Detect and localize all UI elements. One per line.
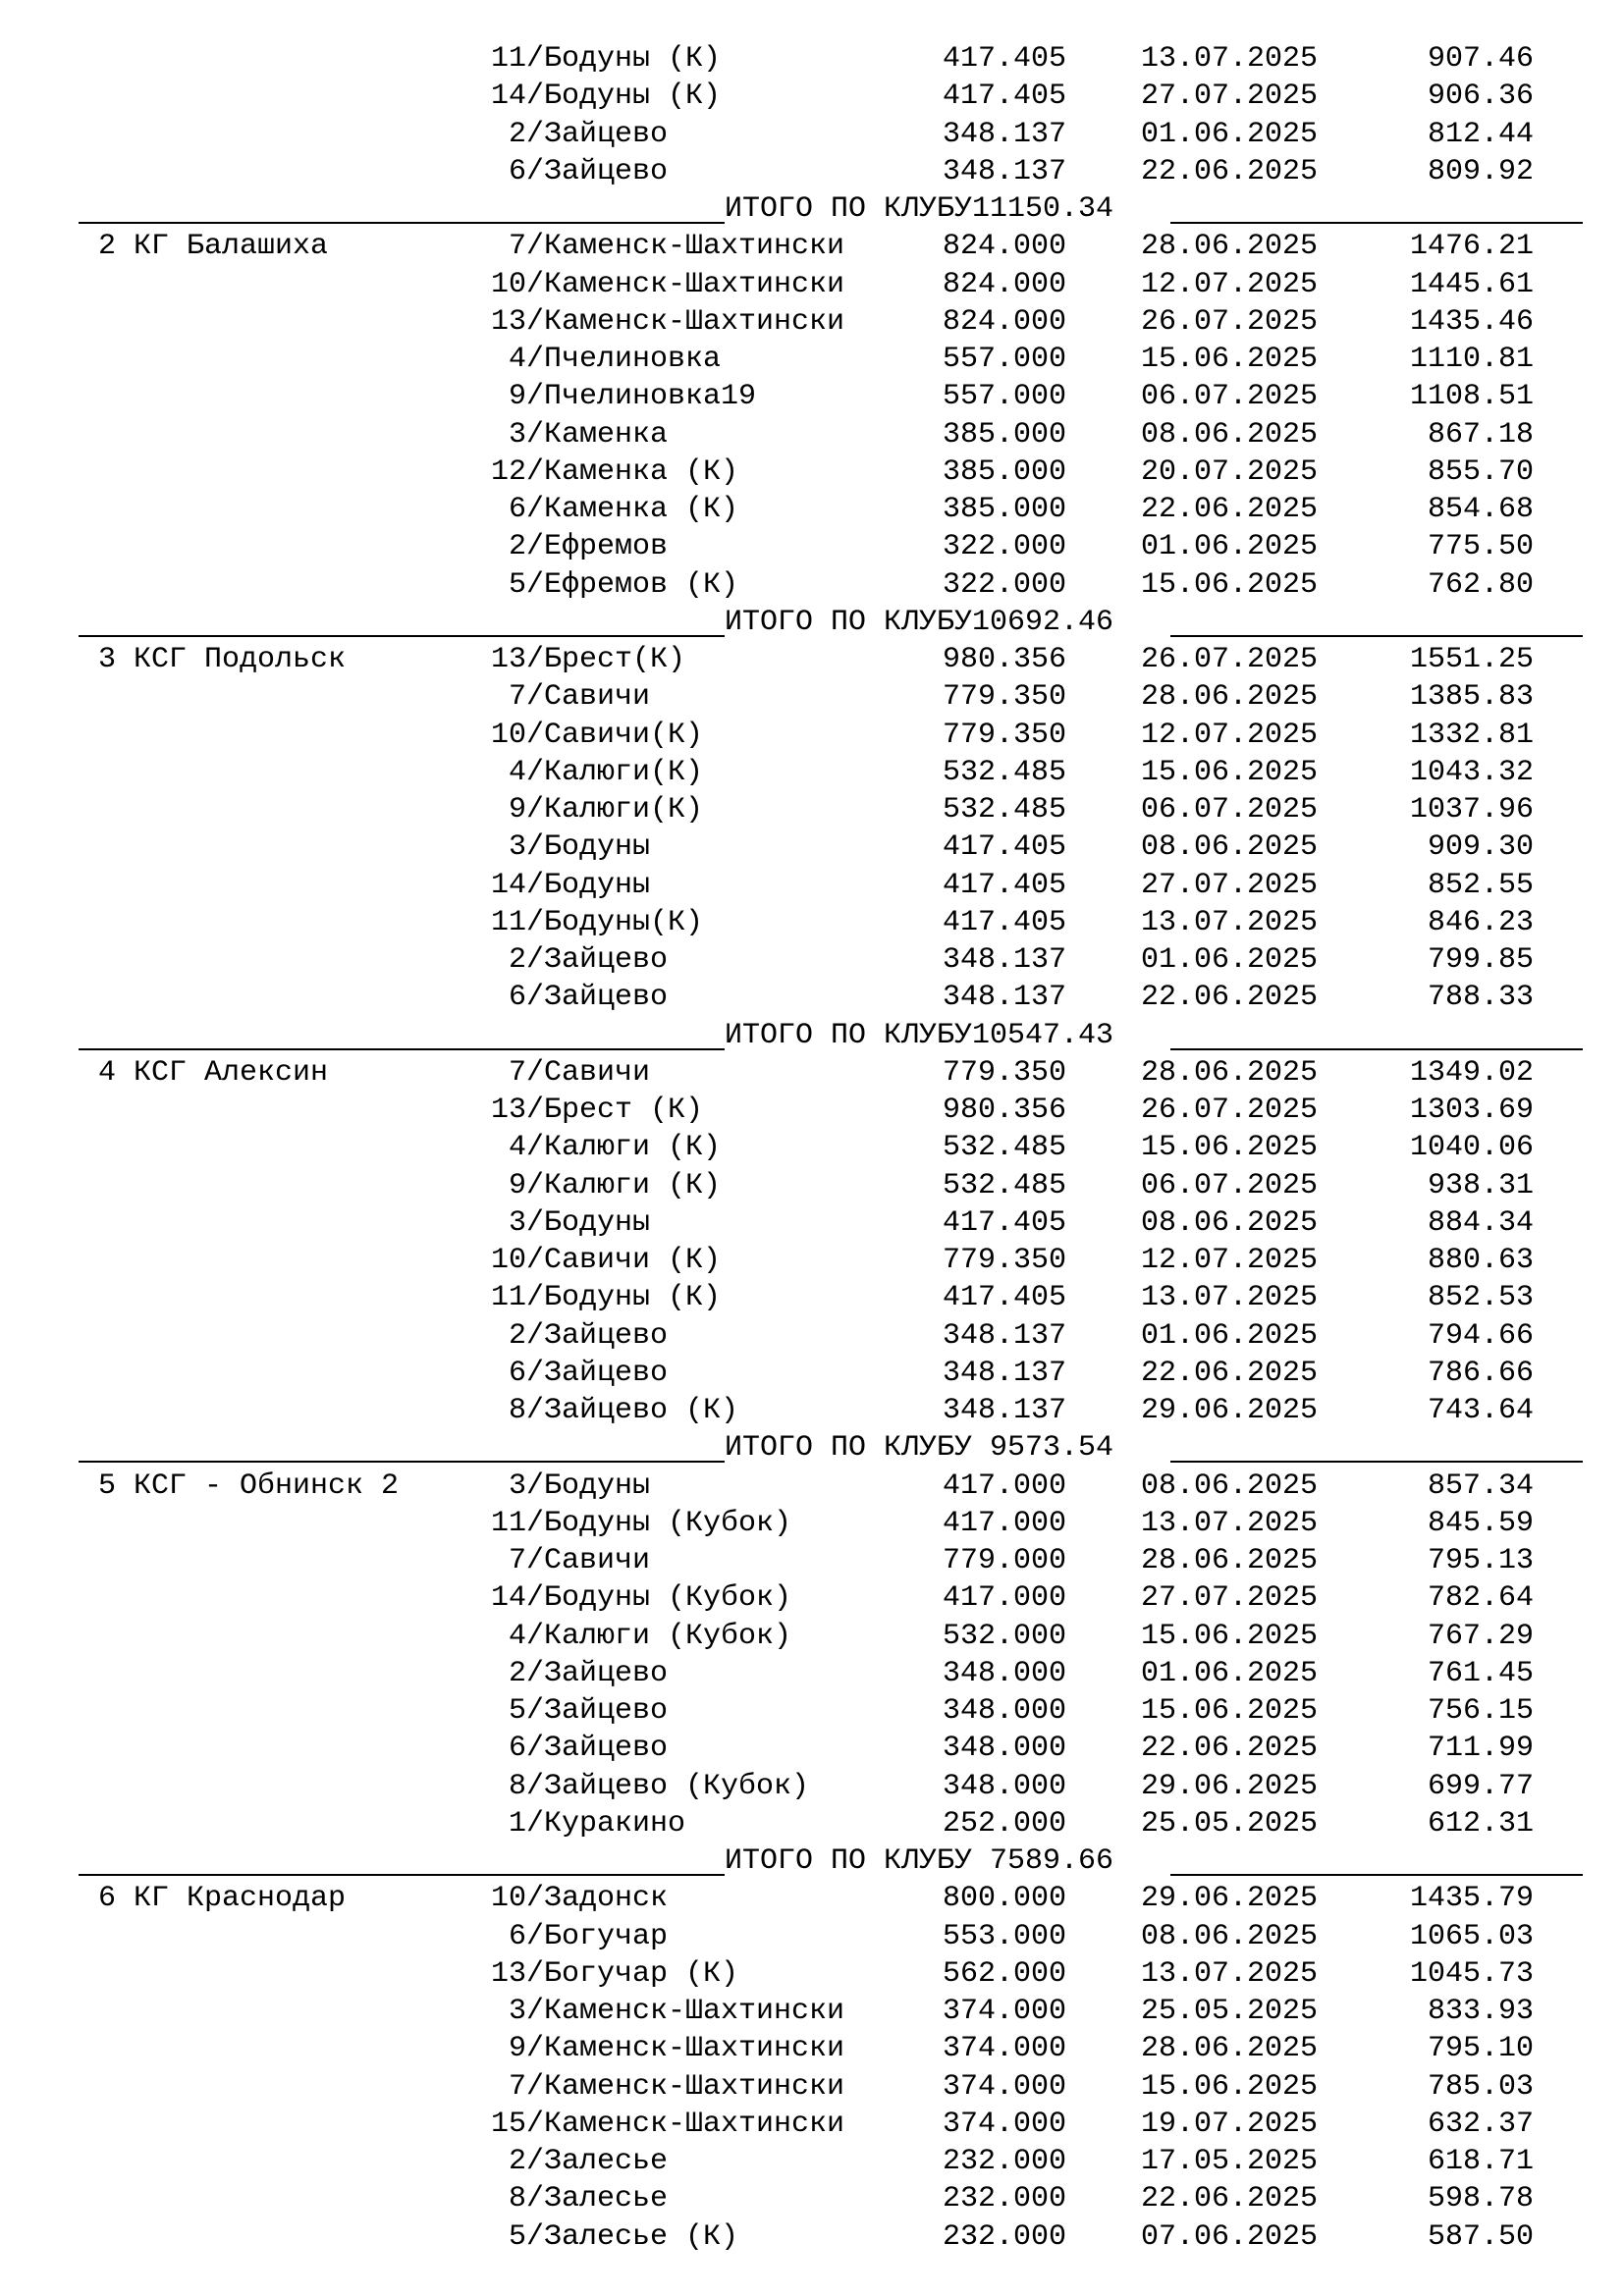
race-name: 12/Каменка (К) [491, 454, 739, 489]
table-row [0, 2068, 1624, 2106]
table-row [0, 303, 1624, 341]
race-name: 2/Зайцево [491, 117, 669, 151]
race-distance: 824.000 [943, 304, 1067, 339]
race-date: 17.05.2025 [1141, 2145, 1319, 2178]
race-score: 612.31 [1427, 1806, 1534, 1841]
race-distance: 374.000 [943, 2032, 1067, 2066]
race-date: 15.06.2025 [1141, 567, 1319, 602]
race-date: 12.07.2025 [1141, 267, 1319, 301]
race-name: 2/Ефремов [491, 530, 669, 564]
race-score: 867.18 [1427, 417, 1534, 452]
race-distance: 532.485 [943, 755, 1067, 789]
race-score: 799.85 [1427, 943, 1534, 977]
race-score: 786.66 [1427, 1356, 1534, 1390]
race-distance: 322.000 [943, 567, 1067, 602]
race-date: 15.06.2025 [1141, 1694, 1319, 1728]
race-name: 7/Каменск-Шахтински [491, 230, 845, 264]
table-row [0, 941, 1624, 979]
race-score: 833.93 [1427, 1995, 1534, 2028]
table-row [0, 528, 1624, 565]
table-row [0, 2143, 1624, 2180]
race-distance: 374.000 [943, 2107, 1067, 2141]
race-score: 785.03 [1427, 2069, 1534, 2104]
race-name: 7/Каменск-Шахтински [491, 2069, 845, 2104]
race-date: 22.06.2025 [1141, 493, 1319, 526]
race-distance: 553.000 [943, 1919, 1067, 1953]
race-name: 10/Каменск-Шахтински [491, 267, 845, 301]
table-row [0, 1242, 1624, 1279]
race-distance: 417.000 [943, 1468, 1067, 1503]
race-distance: 417.000 [943, 1506, 1067, 1540]
race-score: 909.30 [1427, 830, 1534, 865]
race-name: 2/Зайцево [491, 943, 669, 977]
race-score: 852.55 [1427, 868, 1534, 902]
race-name: 6/Богучар [491, 1919, 669, 1953]
race-score: 598.78 [1427, 2182, 1534, 2216]
table-row [0, 153, 1624, 190]
table-row [0, 2218, 1624, 2256]
table-row [0, 1092, 1624, 1129]
total-divider-left [79, 1461, 725, 1463]
race-name: 6/Зайцево [491, 154, 669, 188]
race-date: 13.07.2025 [1141, 1956, 1319, 1991]
race-score: 1551.25 [1409, 643, 1534, 676]
race-name: 6/Зайцево [491, 1732, 669, 1766]
total-divider-left [79, 635, 725, 637]
race-distance: 980.356 [943, 643, 1067, 676]
race-distance: 800.000 [943, 1882, 1067, 1916]
table-row [0, 40, 1624, 78]
race-score: 1445.61 [1409, 267, 1534, 301]
race-distance: 417.405 [943, 1281, 1067, 1315]
race-name: 4/Калюги (К) [491, 1131, 722, 1165]
race-score: 1043.32 [1409, 755, 1534, 789]
race-name: 15/Каменск-Шахтински [491, 2107, 845, 2141]
race-distance: 348.000 [943, 1694, 1067, 1728]
race-name: 10/Савичи(К) [491, 718, 704, 752]
race-name: 11/Бодуны (К) [491, 42, 722, 76]
table-row [0, 378, 1624, 415]
race-name: 14/Бодуны (К) [491, 80, 722, 114]
race-date: 28.06.2025 [1141, 680, 1319, 715]
race-name: 9/Калюги (К) [491, 1168, 722, 1202]
table-row [0, 678, 1624, 716]
race-distance: 980.356 [943, 1094, 1067, 1127]
club-name: 2 КГ Балашиха [98, 230, 329, 264]
race-date: 13.07.2025 [1141, 905, 1319, 939]
race-name: 7/Савичи [491, 680, 651, 715]
race-score: 699.77 [1427, 1769, 1534, 1803]
race-date: 15.06.2025 [1141, 1131, 1319, 1165]
race-score: 809.92 [1427, 154, 1534, 188]
table-row [0, 416, 1624, 454]
race-distance: 532.485 [943, 1168, 1067, 1202]
race-distance: 417.405 [943, 905, 1067, 939]
table-row [0, 1542, 1624, 1579]
race-distance: 348.000 [943, 1732, 1067, 1766]
race-distance: 824.000 [943, 267, 1067, 301]
total-divider-left [79, 1048, 725, 1050]
table-row [0, 228, 1624, 265]
race-score: 1435.46 [1409, 304, 1534, 339]
race-date: 28.06.2025 [1141, 1055, 1319, 1090]
race-name: 1/Куракино [491, 1806, 686, 1841]
race-name: 6/Зайцево [491, 1356, 669, 1390]
race-name: 14/Бодуны [491, 868, 651, 902]
total-divider-left [79, 1874, 725, 1876]
race-name: 11/Бодуны (Кубок) [491, 1506, 792, 1540]
race-distance: 779.350 [943, 1244, 1067, 1277]
club-name: 6 КГ Краснодар [98, 1882, 347, 1916]
race-score: 1476.21 [1409, 230, 1534, 264]
race-distance: 532.485 [943, 793, 1067, 827]
race-name: 3/Каменка [491, 417, 669, 452]
race-distance: 417.405 [943, 42, 1067, 76]
race-score: 788.33 [1427, 981, 1534, 1015]
race-name: 2/Залесье [491, 2145, 669, 2178]
race-distance: 232.000 [943, 2182, 1067, 2216]
race-score: 880.63 [1427, 1244, 1534, 1277]
race-name: 13/Каменск-Шахтински [491, 304, 845, 339]
race-date: 22.06.2025 [1141, 981, 1319, 1015]
race-date: 15.06.2025 [1141, 2069, 1319, 2104]
club-total: ИТОГО ПО КЛУБУ11150.34 [725, 192, 1114, 226]
race-distance: 417.405 [943, 868, 1067, 902]
race-distance: 374.000 [943, 2069, 1067, 2104]
race-score: 857.34 [1427, 1468, 1534, 1503]
table-row [0, 904, 1624, 941]
race-distance: 779.350 [943, 680, 1067, 715]
race-score: 762.80 [1427, 567, 1534, 602]
race-date: 22.06.2025 [1141, 1732, 1319, 1766]
table-row [0, 1279, 1624, 1316]
race-name: 9/Каменск-Шахтински [491, 2032, 845, 2066]
race-distance: 385.000 [943, 493, 1067, 526]
race-date: 27.07.2025 [1141, 868, 1319, 902]
race-name: 4/Калюги (Кубок) [491, 1619, 792, 1653]
race-name: 4/Калюги(К) [491, 755, 704, 789]
race-date: 28.06.2025 [1141, 230, 1319, 264]
race-date: 19.07.2025 [1141, 2107, 1319, 2141]
club-name: 3 КСГ Подольск [98, 643, 347, 676]
race-score: 1435.79 [1409, 1882, 1534, 1916]
table-row [0, 791, 1624, 828]
total-divider-right [1170, 635, 1583, 637]
race-score: 907.46 [1427, 42, 1534, 76]
race-distance: 232.000 [943, 2219, 1067, 2254]
race-score: 812.44 [1427, 117, 1534, 151]
race-score: 587.50 [1427, 2219, 1534, 2254]
race-distance: 417.405 [943, 1205, 1067, 1240]
race-date: 20.07.2025 [1141, 454, 1319, 489]
race-score: 782.64 [1427, 1581, 1534, 1616]
race-name: 6/Каменка (К) [491, 493, 739, 526]
race-date: 29.06.2025 [1141, 1882, 1319, 1916]
table-row [0, 1692, 1624, 1730]
race-name: 14/Бодуны (Кубок) [491, 1581, 792, 1616]
race-date: 28.06.2025 [1141, 1544, 1319, 1577]
race-date: 08.06.2025 [1141, 1468, 1319, 1503]
race-name: 13/Богучар (К) [491, 1956, 739, 1991]
race-distance: 385.000 [943, 454, 1067, 489]
race-date: 06.07.2025 [1141, 380, 1319, 414]
race-score: 1349.02 [1409, 1055, 1534, 1090]
table-row [0, 1993, 1624, 2030]
race-score: 938.31 [1427, 1168, 1534, 1202]
race-distance: 557.000 [943, 343, 1067, 376]
race-date: 29.06.2025 [1141, 1769, 1319, 1803]
race-date: 12.07.2025 [1141, 718, 1319, 752]
race-date: 01.06.2025 [1141, 530, 1319, 564]
race-score: 1332.81 [1409, 718, 1534, 752]
race-distance: 417.000 [943, 1581, 1067, 1616]
table-row [0, 2106, 1624, 2143]
race-date: 06.07.2025 [1141, 1168, 1319, 1202]
race-name: 9/Пчелиновка19 [491, 380, 757, 414]
table-row [0, 454, 1624, 491]
table-row [0, 1505, 1624, 1542]
table-row [0, 754, 1624, 791]
total-divider-right [1170, 1461, 1583, 1463]
race-score: 618.71 [1427, 2145, 1534, 2178]
table-row [0, 828, 1624, 866]
race-score: 795.13 [1427, 1544, 1534, 1577]
race-name: 2/Зайцево [491, 1656, 669, 1690]
table-row [0, 1880, 1624, 1917]
race-score: 845.59 [1427, 1506, 1534, 1540]
race-name: 3/Бодуны [491, 830, 651, 865]
race-date: 15.06.2025 [1141, 343, 1319, 376]
race-name: 10/Савичи (К) [491, 1244, 722, 1277]
race-distance: 374.000 [943, 1995, 1067, 2028]
race-distance: 348.000 [943, 1656, 1067, 1690]
race-distance: 348.137 [943, 981, 1067, 1015]
race-date: 08.06.2025 [1141, 830, 1319, 865]
race-name: 8/Зайцево (К) [491, 1394, 739, 1427]
race-date: 22.06.2025 [1141, 1356, 1319, 1390]
race-date: 01.06.2025 [1141, 943, 1319, 977]
table-row [0, 491, 1624, 528]
race-distance: 348.137 [943, 1356, 1067, 1390]
race-distance: 417.405 [943, 80, 1067, 114]
race-name: 11/Бодуны(К) [491, 905, 704, 939]
table-row [0, 1167, 1624, 1204]
table-row [0, 1805, 1624, 1842]
race-date: 01.06.2025 [1141, 1656, 1319, 1690]
race-distance: 385.000 [943, 417, 1067, 452]
race-distance: 252.000 [943, 1806, 1067, 1841]
race-distance: 824.000 [943, 230, 1067, 264]
race-date: 26.07.2025 [1141, 304, 1319, 339]
table-row [0, 1618, 1624, 1655]
race-date: 07.06.2025 [1141, 2219, 1319, 2254]
race-date: 01.06.2025 [1141, 1318, 1319, 1353]
race-distance: 532.000 [943, 1619, 1067, 1653]
race-score: 1045.73 [1409, 1956, 1534, 1991]
race-score: 855.70 [1427, 454, 1534, 489]
race-name: 6/Зайцево [491, 981, 669, 1015]
race-score: 1040.06 [1409, 1131, 1534, 1165]
table-row [0, 1918, 1624, 1955]
club-total: ИТОГО ПО КЛУБУ10692.46 [725, 605, 1114, 639]
table-row [0, 566, 1624, 604]
table-row [0, 78, 1624, 115]
race-date: 22.06.2025 [1141, 2182, 1319, 2216]
race-name: 10/Задонск [491, 1882, 669, 1916]
table-row [0, 1204, 1624, 1242]
table-row [0, 1468, 1624, 1505]
race-score: 761.45 [1427, 1656, 1534, 1690]
table-row [0, 641, 1624, 678]
race-name: 8/Залесье [491, 2182, 669, 2216]
table-row [0, 1955, 1624, 1993]
table-row [0, 717, 1624, 754]
race-distance: 348.137 [943, 154, 1067, 188]
race-distance: 348.137 [943, 943, 1067, 977]
race-name: 5/Залесье (К) [491, 2219, 739, 2254]
race-score: 711.99 [1427, 1732, 1534, 1766]
table-row [0, 1392, 1624, 1429]
race-date: 06.07.2025 [1141, 793, 1319, 827]
race-name: 3/Каменск-Шахтински [491, 1995, 845, 2028]
table-row [0, 116, 1624, 153]
race-distance: 562.000 [943, 1956, 1067, 1991]
race-date: 26.07.2025 [1141, 643, 1319, 676]
race-date: 13.07.2025 [1141, 1281, 1319, 1315]
race-score: 632.37 [1427, 2107, 1534, 2141]
race-date: 01.06.2025 [1141, 117, 1319, 151]
race-distance: 779.350 [943, 1055, 1067, 1090]
race-date: 13.07.2025 [1141, 42, 1319, 76]
table-row [0, 1054, 1624, 1092]
race-date: 26.07.2025 [1141, 1094, 1319, 1127]
race-name: 13/Брест (К) [491, 1094, 704, 1127]
race-name: 9/Калюги(К) [491, 793, 704, 827]
race-distance: 348.137 [943, 1394, 1067, 1427]
race-date: 13.07.2025 [1141, 1506, 1319, 1540]
race-name: 11/Бодуны (К) [491, 1281, 722, 1315]
race-distance: 232.000 [943, 2145, 1067, 2178]
race-date: 27.07.2025 [1141, 1581, 1319, 1616]
table-row [0, 1317, 1624, 1355]
race-score: 846.23 [1427, 905, 1534, 939]
race-name: 5/Ефремов (К) [491, 567, 739, 602]
race-name: 8/Зайцево (Кубок) [491, 1769, 810, 1803]
race-date: 08.06.2025 [1141, 1919, 1319, 1953]
race-score: 743.64 [1427, 1394, 1534, 1427]
race-name: 3/Бодуны [491, 1205, 651, 1240]
race-distance: 322.000 [943, 530, 1067, 564]
race-distance: 779.350 [943, 718, 1067, 752]
race-score: 854.68 [1427, 493, 1534, 526]
race-name: 5/Зайцево [491, 1694, 669, 1728]
race-score: 795.10 [1427, 2032, 1534, 2066]
race-score: 756.15 [1427, 1694, 1534, 1728]
race-score: 884.34 [1427, 1205, 1534, 1240]
table-row [0, 2180, 1624, 2217]
race-date: 22.06.2025 [1141, 154, 1319, 188]
race-name: 7/Савичи [491, 1544, 651, 1577]
total-divider-right [1170, 1048, 1583, 1050]
table-row [0, 1655, 1624, 1692]
table-row [0, 266, 1624, 303]
race-distance: 532.485 [943, 1131, 1067, 1165]
race-date: 15.06.2025 [1141, 755, 1319, 789]
club-total: ИТОГО ПО КЛУБУ10547.43 [725, 1018, 1114, 1052]
race-date: 27.07.2025 [1141, 80, 1319, 114]
race-name: 7/Савичи [491, 1055, 651, 1090]
total-divider-left [79, 222, 725, 224]
race-date: 12.07.2025 [1141, 1244, 1319, 1277]
race-score: 906.36 [1427, 80, 1534, 114]
race-name: 4/Пчелиновка [491, 343, 722, 376]
race-distance: 348.137 [943, 1318, 1067, 1353]
table-row [0, 979, 1624, 1016]
race-score: 1110.81 [1409, 343, 1534, 376]
race-date: 29.06.2025 [1141, 1394, 1319, 1427]
table-row [0, 1129, 1624, 1166]
club-total: ИТОГО ПО КЛУБУ 7589.66 [725, 1844, 1114, 1878]
race-score: 767.29 [1427, 1619, 1534, 1653]
race-date: 28.06.2025 [1141, 2032, 1319, 2066]
race-distance: 348.137 [943, 117, 1067, 151]
club-total: ИТОГО ПО КЛУБУ 9573.54 [725, 1431, 1114, 1466]
club-name: 5 КСГ - Обнинск 2 [98, 1468, 400, 1503]
race-score: 1303.69 [1409, 1094, 1534, 1127]
race-score: 1385.83 [1409, 680, 1534, 715]
race-date: 25.05.2025 [1141, 1806, 1319, 1841]
race-distance: 348.000 [943, 1769, 1067, 1803]
race-distance: 557.000 [943, 380, 1067, 414]
race-name: 2/Зайцево [491, 1318, 669, 1353]
race-score: 775.50 [1427, 530, 1534, 564]
table-row [0, 341, 1624, 378]
race-date: 08.06.2025 [1141, 1205, 1319, 1240]
race-score: 794.66 [1427, 1318, 1534, 1353]
table-row [0, 1730, 1624, 1767]
table-row [0, 2030, 1624, 2067]
total-divider-right [1170, 1874, 1583, 1876]
race-distance: 779.000 [943, 1544, 1067, 1577]
race-name: 13/Брест(К) [491, 643, 686, 676]
race-score: 1037.96 [1409, 793, 1534, 827]
race-score: 852.53 [1427, 1281, 1534, 1315]
race-date: 08.06.2025 [1141, 417, 1319, 452]
race-score: 1065.03 [1409, 1919, 1534, 1953]
club-name: 4 КСГ Алексин [98, 1055, 329, 1090]
race-date: 25.05.2025 [1141, 1995, 1319, 2028]
race-distance: 417.405 [943, 830, 1067, 865]
table-row [0, 1579, 1624, 1617]
race-date: 15.06.2025 [1141, 1619, 1319, 1653]
race-name: 3/Бодуны [491, 1468, 651, 1503]
table-row [0, 1355, 1624, 1392]
total-divider-right [1170, 222, 1583, 224]
table-row [0, 1768, 1624, 1805]
table-row [0, 867, 1624, 904]
race-score: 1108.51 [1409, 380, 1534, 414]
